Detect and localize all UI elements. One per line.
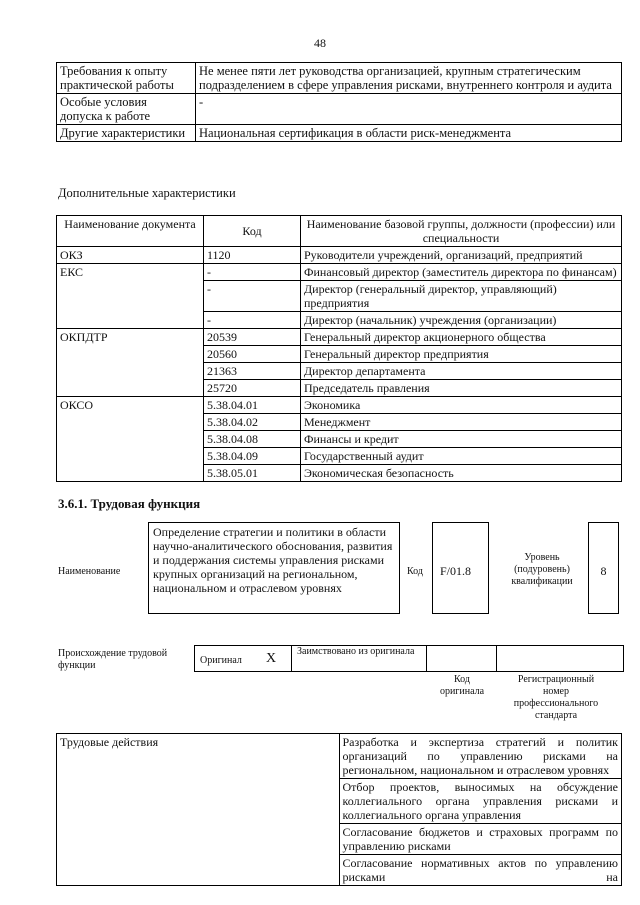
action-item: Согласование нормативных актов по управлению рисками на <box>339 855 622 886</box>
requirement-value: - <box>196 94 622 125</box>
code-cell: - <box>204 281 301 312</box>
table-row <box>57 247 622 264</box>
document-name: ЕКС <box>57 264 204 329</box>
requirement-label: Требования к опыту практической работы <box>57 63 196 94</box>
name-label: Наименование <box>58 566 121 577</box>
additional-characteristics-title: Дополнительные характеристики <box>58 186 236 200</box>
table-row <box>57 397 622 414</box>
original-mark: X <box>266 651 277 666</box>
code-cell: 5.38.04.09 <box>204 448 301 465</box>
code-cell: - <box>204 264 301 281</box>
name-cell: Директор (начальник) учреждения (организации) <box>301 312 622 329</box>
document-name: ОКЗ <box>57 247 204 264</box>
name-cell: Генеральный директор предприятия <box>301 346 622 363</box>
requirement-value: Национальная сертификация в области риск-менеджмента <box>196 125 622 142</box>
code-label: Код <box>407 566 423 577</box>
name-cell: Экономическая безопасность <box>301 465 622 482</box>
labor-actions-table <box>56 733 622 886</box>
name-cell: Государственный аудит <box>301 448 622 465</box>
qualification-level: 8 <box>588 522 619 614</box>
name-cell: Финансовый директор (заместитель директора по финансам) <box>301 264 622 281</box>
code-cell: 5.38.04.02 <box>204 414 301 431</box>
code-cell: 5.38.04.08 <box>204 431 301 448</box>
name-cell: Директор департамента <box>301 363 622 380</box>
name-cell: Руководители учреждений, организаций, предприятий <box>301 247 622 264</box>
document-name: ОКСО <box>57 397 204 482</box>
code-cell: 20560 <box>204 346 301 363</box>
function-code: F/01.8 <box>432 522 489 614</box>
name-cell: Экономика <box>301 397 622 414</box>
requirement-label: Особые условия допуска к работе <box>57 94 196 125</box>
requirement-label: Другие характеристики <box>57 125 196 142</box>
column-header: Код <box>204 216 301 247</box>
code-cell: 21363 <box>204 363 301 380</box>
divider <box>291 645 292 672</box>
divider <box>426 645 427 672</box>
divider <box>496 645 497 672</box>
name-cell: Председатель правления <box>301 380 622 397</box>
name-cell: Менеджмент <box>301 414 622 431</box>
document-name: ОКПДТР <box>57 329 204 397</box>
actions-label: Трудовые действия <box>57 734 340 886</box>
reg-number-label: Регистрационный номер профессионального стандарта <box>513 674 599 721</box>
code-cell: 5.38.04.01 <box>204 397 301 414</box>
code-cell: 1120 <box>204 247 301 264</box>
table-header-row <box>57 216 622 247</box>
table-row <box>57 264 622 281</box>
column-header: Наименование документа <box>57 216 204 247</box>
code-cell: - <box>204 312 301 329</box>
table-row <box>57 329 622 346</box>
name-cell: Директор (генеральный директор, управляющий) предприятия <box>301 281 622 312</box>
table-row <box>57 94 622 125</box>
additional-characteristics-table <box>56 215 622 482</box>
original-label: Оригинал <box>200 655 242 666</box>
name-cell: Генеральный директор акционерного общества <box>301 329 622 346</box>
borrowed-label: Заимствовано из оригинала <box>297 646 415 657</box>
function-name: Определение стратегии и политики в области научно-аналитического обоснования, развития и поддержания системы управления рисками крупных организаций на региональном, национальном и отраслевом уровнях <box>148 522 400 614</box>
requirements-table <box>56 62 622 142</box>
action-item: Согласование бюджетов и страховых программ по управлению рисками <box>339 824 622 855</box>
code-cell: 5.38.05.01 <box>204 465 301 482</box>
action-item: Отбор проектов, выносимых на обсуждение коллегиального органа управления рисками и коллегиального органа управления <box>339 779 622 824</box>
table-row <box>57 734 622 779</box>
code-original-label: Код оригинала <box>439 674 485 697</box>
column-header: Наименование базовой группы, должности (профессии) или специальности <box>301 216 622 247</box>
code-cell: 25720 <box>204 380 301 397</box>
page-number: 48 <box>314 36 326 50</box>
action-item: Разработка и экспертиза стратегий и политик организаций по управлению рисками на региональном, национальном и отраслевом уровнях <box>339 734 622 779</box>
code-cell: 20539 <box>204 329 301 346</box>
origin-label: Происхождение трудовой функции <box>58 648 168 671</box>
table-row <box>57 63 622 94</box>
name-cell: Финансы и кредит <box>301 431 622 448</box>
table-row <box>57 125 622 142</box>
level-label: Уровень (подуровень) квалификации <box>511 552 573 587</box>
labor-function-heading: 3.6.1. Трудовая функция <box>58 496 201 511</box>
requirement-value: Не менее пяти лет руководства организацией, крупным стратегическим подразделением в сфере управления рисками, внутреннего контроля и аудита <box>196 63 622 94</box>
